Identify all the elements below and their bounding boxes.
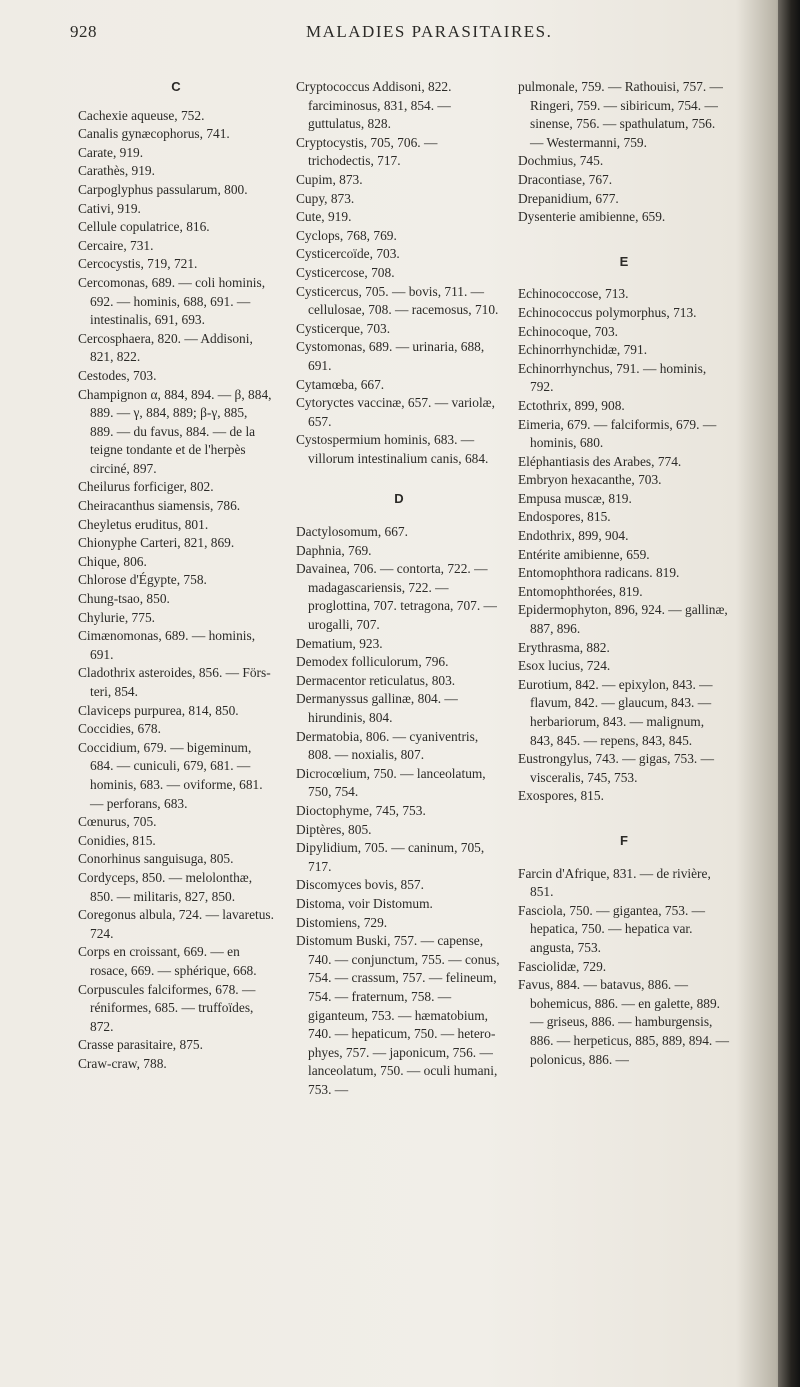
index-entry: Dactylosomum, 667. [296, 524, 408, 540]
index-entry: Drepanidium, 677. [518, 190, 619, 206]
index-entry: Cute, 919. [296, 209, 352, 225]
index-entry: Echinococcose, 713. [518, 286, 629, 302]
index-entry: Dicrocœlium, 750. — lanceolatum, 750, 754. [296, 765, 486, 800]
index-entry: Cupim, 873. [296, 171, 363, 187]
book-spine-edge [778, 0, 800, 1387]
index-entry: Entomophthorées, 819. [518, 583, 643, 599]
index-entry: Coccidium, 679. — bigeminum, 684. — cuniculi, 679, 681. — hominis, 683. — oviforme, 681. — perforans, 683. [78, 739, 263, 811]
index-entry: pulmonale, 759. — Rathouisi, 757. — Ringeri, 759. — sibiricum, 754. — sinense, 756. — spathulatum, 756. — Westermanni, 759. [518, 79, 723, 150]
index-entry: Cheiracanthus siamensis, 786. [78, 498, 241, 514]
index-entry: Diptères, 805. [296, 821, 372, 837]
index-entry: Coccidies, 678. [78, 721, 161, 737]
index-entry: Conidies, 815. [78, 832, 156, 848]
index-entry: Eimeria, 679. — falciformis, 679. — hominis, 680. [518, 416, 717, 451]
section-letter: F [620, 832, 628, 848]
index-entry: Erythrasma, 882. [518, 639, 610, 655]
index-entry: Favus, 884. — batavus, 886. — bohemicus, 886. — en galette, 889. — griseus, 886. — hamburgensis, 886. — herpeticus, 885, 889, 894. — polonicus, 886. — [518, 977, 729, 1067]
index-entry: Eléphantiasis des Arabes, 774. [518, 453, 682, 469]
index-entry: Davainea, 706. — contorta, 722. — madagascariensis, 722. — proglottina, 707. tetragona, 707. — urogalli, 707. [296, 561, 497, 633]
index-entry: Cysticercose, 708. [296, 264, 395, 280]
index-entry: Eustrongylus, 743. — gigas, 753. — visceralis, 745, 753. [518, 751, 715, 785]
index-entry: Demodex folliculorum, 796. [296, 654, 449, 670]
index-entry: Empusa muscæ, 819. [518, 490, 632, 506]
index-entry: Dochmius, 745. [518, 153, 604, 169]
index-entry: Chique, 806. [78, 553, 147, 569]
index-entry: Eurotium, 842. — epixylon, 843. — flavum, 842. — glaucum, 843. — herbariorum, 843. — malignum, 843, 845. — repens, 843, 845. [518, 676, 713, 748]
index-entry: Echinococcus polymorphus, 713. [518, 304, 697, 320]
index-entry: Ectothrix, 899, 908. [518, 397, 625, 413]
section-letter: D [394, 491, 404, 507]
index-entry: Distoma, voir Distomum. [296, 895, 433, 911]
index-entry: Dioctophyme, 745, 753. [296, 802, 426, 818]
index-entry: Cysticercoïde, 703. [296, 246, 400, 262]
index-entry: Coregonus albula, 724. — lavaretus. 724. [78, 907, 274, 941]
index-entry: Dysenterie amibienne, 659. [518, 209, 666, 225]
index-entry: Echinocoque, 703. [518, 323, 619, 339]
index-entry: Cercosphaera, 820. — Addisoni, 821, 822. [78, 330, 253, 365]
index-entry: Cachexie aqueuse, 752. [78, 107, 205, 123]
index-entry: Dermatobia, 806. — cyaniventris, 808. — noxialis, 807. [296, 728, 479, 763]
index-entry: Esox lucius, 724. [518, 658, 611, 674]
index-entry: Cercocystis, 719, 721. [78, 256, 198, 272]
index-entry: Cœnurus, 705. [78, 814, 157, 830]
index-entry: Dematium, 923. [296, 635, 383, 651]
index-entry: Cysticerque, 703. [296, 320, 391, 336]
index-entry: Carpoglyphus passularum, 800. [78, 181, 248, 197]
index-entry: Chung-tsao, 850. [78, 591, 170, 607]
section-letter: E [619, 253, 629, 269]
index-entry: Canalis gynæcophorus, 741. [78, 126, 230, 142]
index-entry: Cryptococcus Addisoni, 822. farciminosus, 831, 854. — guttulatus, 828. [296, 79, 452, 132]
index-entry: Cryptocystis, 705, 706. — trichodectis, 717. [296, 134, 438, 169]
index-entry: Exospores, 815. [518, 788, 604, 804]
index-entry: Cytamœba, 667. [296, 376, 385, 392]
index-entry: Entomophthora radicans. 819. [518, 565, 680, 581]
section-letter: C [171, 79, 181, 94]
index-entry: Craw-craw, 788. [78, 1055, 167, 1071]
index-entry: Carathès, 919. [78, 163, 155, 179]
index-entry: Corps en croissant, 669. — en rosace, 669. — sphérique, 668. [78, 944, 257, 978]
index-column-1 [78, 78, 274, 1073]
index-entry: Epidermophyton, 896, 924. — gallinæ, 887, 896. [518, 602, 728, 637]
index-entry: Distomum Buski, 757. — capense, 740. — conjunctum, 755. — conus, 754. — crassum, 757. — felineum, 754. — fraternum, 758. — giganteum, 753. — hæmatobium, 740. — hepaticum, 750. — heterophyes, 757. — japonicum, 756. — lanceolatum, 750. — oculi humani, 753. — [296, 933, 500, 1097]
index-column-2 [296, 78, 502, 1099]
index-entry: Echinorrhynchus, 791. — hominis, 792. [518, 360, 707, 395]
index-entry: Crasse parasitaire, 875. [78, 1037, 203, 1053]
index-entry: Claviceps purpurea, 814, 850. [78, 702, 239, 718]
index-entry: Chlorose d'Égypte, 758. [78, 572, 207, 588]
index-entry: Cyclops, 768, 769. [296, 227, 397, 243]
index-entry: Champignon α, 884, 894. — β, 884, 889. — γ, 884, 889; β-γ, 885, 889. — du favus, 884. — de la teigne tondante et de l'herpès circiné, 897. [78, 386, 272, 476]
index-entry: Cimænomonas, 689. — hominis, 691. [78, 628, 256, 662]
index-entry: Distomiens, 729. [296, 914, 388, 930]
index-entry: Cordyceps, 850. — melolonthæ, 850. — militaris, 827, 850. [78, 869, 253, 904]
index-entry: Carate, 919. [78, 144, 144, 160]
index-entry: Cheyletus eruditus, 801. [78, 516, 209, 532]
index-entry: Endothrix, 899, 904. [518, 528, 629, 544]
index-entry: Cativi, 919. [78, 200, 141, 216]
index-entry: Embryon hexacanthe, 703. [518, 472, 662, 488]
index-entry: Dracontiase, 767. [518, 171, 613, 187]
index-entry: Fasciola, 750. — gigantea, 753. — hepatica, 750. — hepatica var. angusta, 753. [518, 902, 706, 955]
index-entry: Cysticercus, 705. — bovis, 711. — cellulosae, 708. — racemosus, 710. [296, 283, 499, 318]
running-title: MALADIES PARASITAIRES. [306, 22, 553, 41]
index-entry: Daphnia, 769. [296, 542, 372, 558]
index-entry: Cystomonas, 689. — urinaria, 688, 691. [296, 339, 485, 373]
index-entry: Cytoryctes vaccinæ, 657. — variolæ, 657. [296, 395, 495, 429]
index-entry: Dipylidium, 705. — caninum, 705, 717. [296, 840, 485, 874]
index-entry: Farcin d'Afrique, 831. — de rivière, 851. [518, 865, 711, 900]
index-entry: Cystospermium hominis, 683. — villorum intestinalium canis, 684. [296, 432, 489, 466]
index-entry: Cheilurus forficiger, 802. [78, 479, 214, 495]
index-entry: Cestodes, 703. [78, 367, 157, 383]
index-entry: Cupy, 873. [296, 190, 355, 206]
index-entry: Echinorrhynchidæ, 791. [518, 342, 648, 358]
index-column-3 [518, 78, 730, 1069]
index-entry: Dermanyssus gallinæ, 804. — hirundinis, 804. [296, 691, 458, 725]
index-entry: Fasciolidæ, 729. [518, 958, 607, 974]
page-number: 928 [70, 22, 97, 41]
index-entry: Dermacentor reticulatus, 803. [296, 672, 456, 688]
index-entry: Entérite amibienne, 659. [518, 546, 650, 562]
index-entry: Chionyphe Carteri, 821, 869. [78, 535, 235, 551]
index-entry: Chylurie, 775. [78, 609, 155, 625]
index-entry: Corpuscules falciformes, 678. — réniformes, 685. — truffoïdes, 872. [78, 981, 256, 1034]
index-entry: Cellule copulatrice, 816. [78, 219, 210, 235]
index-entry: Cercaire, 731. [78, 237, 154, 253]
index-entry: Conorhinus sanguisuga, 805. [78, 851, 234, 867]
index-entry: Discomyces bovis, 857. [296, 877, 424, 893]
index-entry: Endospores, 815. [518, 509, 611, 525]
index-entry: Cercomonas, 689. — coli hominis, 692. — hominis, 688, 691. — intestinalis, 691, 693. [78, 274, 266, 328]
index-entry: Cladothrix asteroides, 856. — Försteri, 854. [78, 665, 271, 699]
